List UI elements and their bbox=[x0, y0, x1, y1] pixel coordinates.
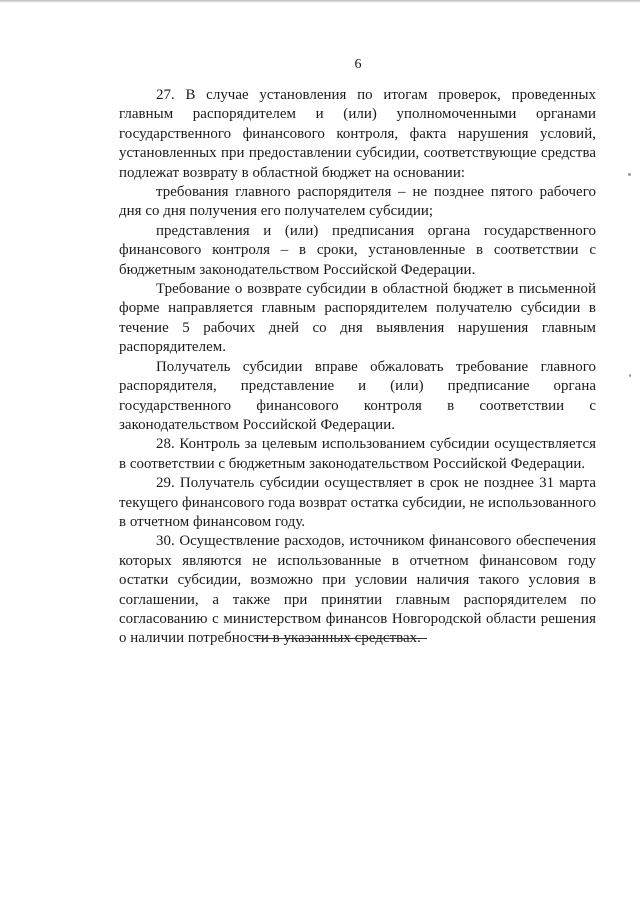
page-number: 6 bbox=[354, 57, 362, 72]
paragraph-29: 29. Получатель субсидии осуществляет в срок не позднее 31 марта текущего финансового года возврат остатка субсидии, не использованного в отчетном финансовом году. bbox=[119, 475, 596, 530]
paragraph-return-demand: Требование о возврате субсидии в областной бюджет в письменной форме направляется главным распорядителем получателю субсидии в течение 5 рабочих дней со дня выявления нарушения главным распорядителем. bbox=[119, 281, 596, 356]
end-divider bbox=[254, 638, 427, 639]
scan-edge bbox=[0, 0, 640, 3]
paragraph-submission: представления и (или) предписания органа государственного финансового контроля – в сроки, установленные в соответствии с бюджетным законодательством Российской Федерации. bbox=[119, 222, 596, 278]
document-body bbox=[119, 86, 596, 649]
paragraph-appeal: Получатель субсидии вправе обжаловать требование главного распорядителя, представление и (или) предписание органа государственного финансового контроля в соответствии с законодательством Российской Федерации. bbox=[119, 358, 596, 433]
paragraph-30: 30. Осуществление расходов, источником финансового обеспечения которых являются не использованные в отчетном финансовом году остатки субсидии, возможно при условии наличия такого условия в соглашении, а также при принятии главным распорядителем по согласованию с министерством финансов Новгородской области решения о наличии потребности в указанных средствах. bbox=[119, 533, 596, 647]
paragraph-requirement: требования главного распорядителя – не позднее пятого рабочего дня со дня получения его получателем субсидии; bbox=[119, 184, 596, 220]
scan-speck bbox=[629, 374, 631, 377]
paragraph-28: 28. Контроль за целевым использованием субсидии осуществляется в соответствии с бюджетным законодательством Российской Федерации. bbox=[119, 436, 596, 472]
paragraph-27: 27. В случае установления по итогам проверок, проведенных главным распорядителем и (или) уполномоченными органами государственного финансового контроля, факта нарушения условий, установленных при предоставлении субсидии, соответствующие средства подлежат возврату в областной бюджет на основании: bbox=[119, 87, 596, 181]
scan-speck bbox=[628, 173, 631, 176]
